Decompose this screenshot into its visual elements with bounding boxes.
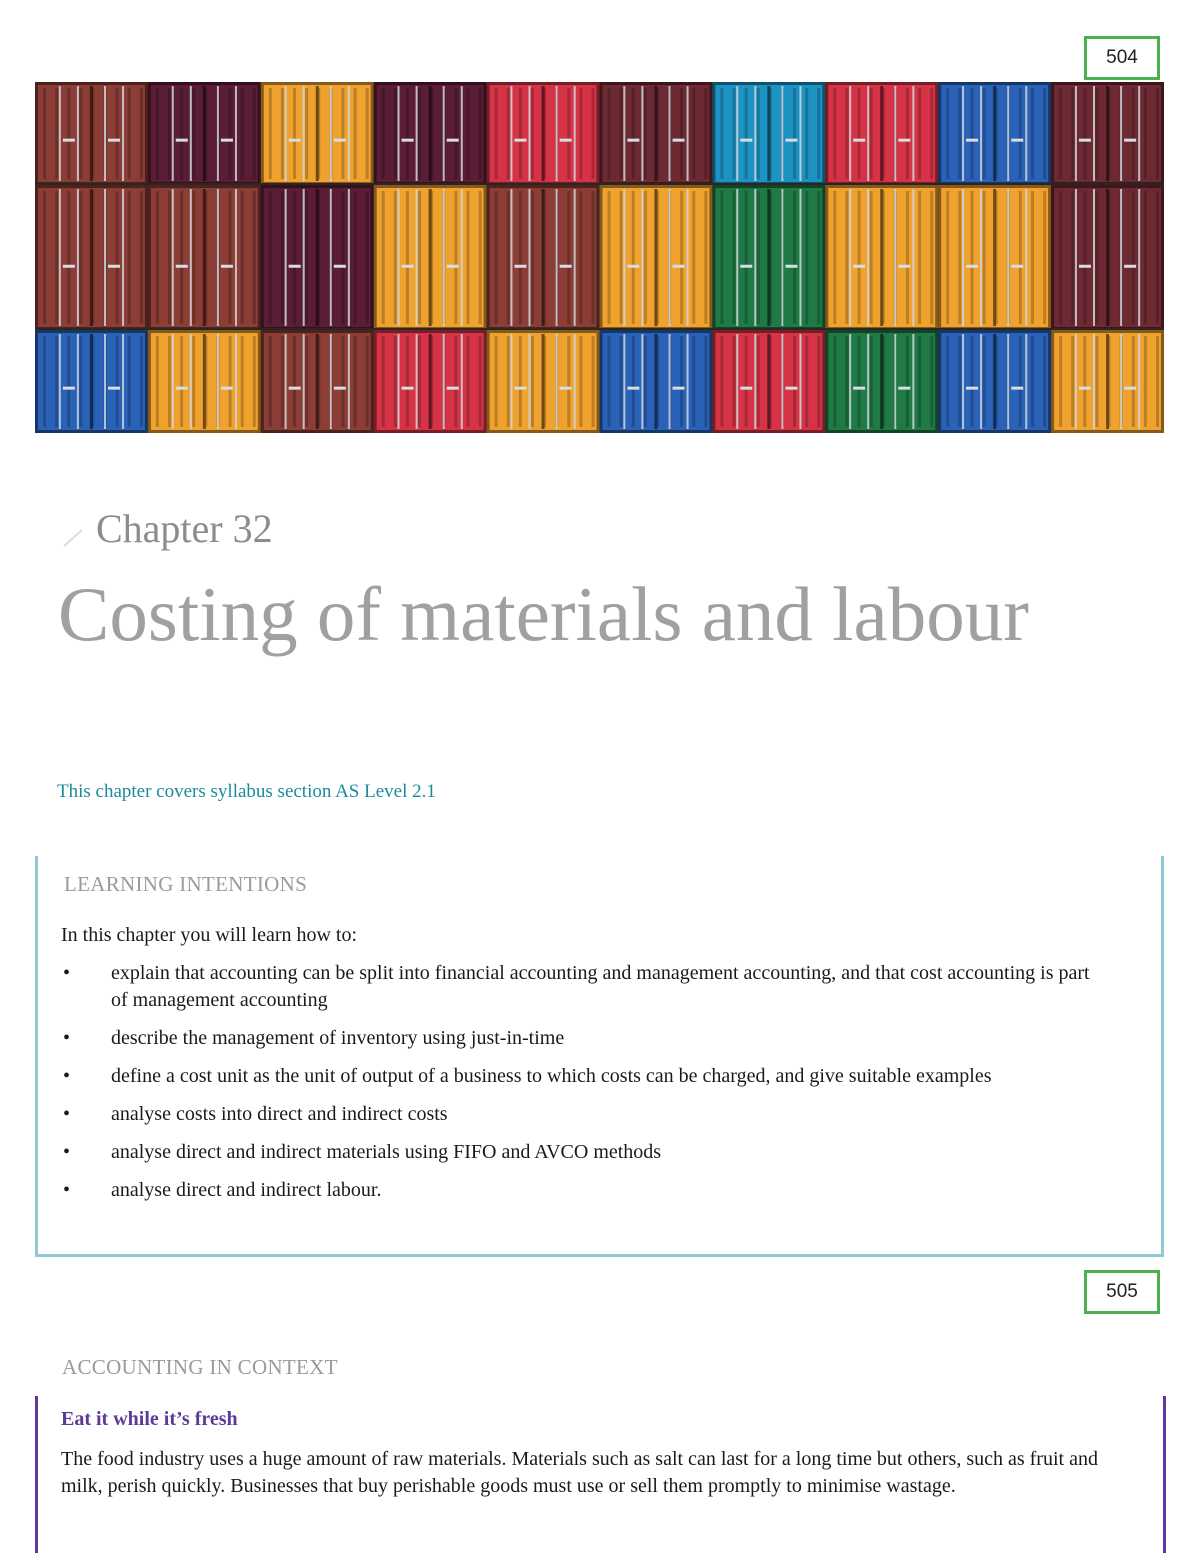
page-number: 504 bbox=[1084, 36, 1160, 80]
page-number: 505 bbox=[1084, 1270, 1160, 1314]
bullet-icon: • bbox=[63, 962, 71, 984]
container-door bbox=[600, 330, 713, 433]
chapter-number: Chapter 32 bbox=[96, 506, 273, 551]
learning-intentions-box bbox=[35, 856, 1164, 1257]
bullet-icon: • bbox=[63, 1141, 71, 1163]
list-item-text: describe the management of inventory using just-in-time bbox=[111, 1027, 565, 1049]
list-item-text: analyse direct and indirect materials using FIFO and AVCO methods bbox=[111, 1141, 662, 1163]
context-paragraph: The food industry uses a huge amount of raw materials. Materials such as salt can last for a long time but others, such as fruit and milk, perish quickly. Businesses that buy perishable goods must use or sell them promptly to minimise wastage. bbox=[61, 1448, 1098, 1497]
container-door bbox=[712, 185, 825, 330]
container-door bbox=[600, 82, 713, 185]
list-item bbox=[61, 1063, 1111, 1090]
container-door bbox=[374, 82, 487, 185]
learning-intentions-intro: In this chapter you will learn how to: bbox=[61, 924, 358, 946]
learning-intentions-list bbox=[61, 960, 1111, 1215]
container-door bbox=[148, 82, 261, 185]
list-item bbox=[61, 1139, 1111, 1166]
list-item bbox=[61, 1025, 1111, 1052]
list-item bbox=[61, 960, 1111, 1014]
list-item-text: analyse costs into direct and indirect costs bbox=[111, 1103, 448, 1125]
container-door bbox=[487, 82, 600, 185]
bullet-icon: • bbox=[63, 1103, 71, 1125]
accounting-in-context-heading: ACCOUNTING IN CONTEXT bbox=[62, 1355, 338, 1379]
container-door bbox=[148, 185, 261, 330]
container-door bbox=[35, 185, 148, 330]
container-door bbox=[261, 82, 374, 185]
context-subheading: Eat it while it’s fresh bbox=[61, 1408, 238, 1430]
container-door bbox=[374, 185, 487, 330]
container-door bbox=[938, 185, 1051, 330]
container-door bbox=[487, 330, 600, 433]
accounting-in-context-box bbox=[35, 1396, 1166, 1553]
chapter-title: Costing of materials and labour bbox=[58, 571, 1029, 657]
container-door bbox=[374, 330, 487, 433]
container-door bbox=[825, 185, 938, 330]
shipping-containers-banner-image bbox=[35, 82, 1164, 433]
container-door bbox=[35, 330, 148, 433]
list-item bbox=[61, 1101, 1111, 1128]
container-door bbox=[1051, 330, 1164, 433]
container-door bbox=[148, 330, 261, 433]
container-door bbox=[261, 330, 374, 433]
list-item-text: explain that accounting can be split into financial accounting and management accounting, and that cost accounting is part of management accounting bbox=[111, 962, 1090, 1011]
chapter-marker-icon bbox=[62, 528, 84, 548]
container-door bbox=[1051, 82, 1164, 185]
container-door bbox=[825, 82, 938, 185]
container-door bbox=[261, 185, 374, 330]
container-door bbox=[938, 82, 1051, 185]
learning-intentions-heading: LEARNING INTENTIONS bbox=[64, 872, 308, 896]
container-door bbox=[938, 330, 1051, 433]
bullet-icon: • bbox=[63, 1065, 71, 1087]
container-door bbox=[487, 185, 600, 330]
list-item bbox=[61, 1177, 1111, 1204]
container-door bbox=[35, 82, 148, 185]
container-door bbox=[712, 82, 825, 185]
container-door bbox=[600, 185, 713, 330]
bullet-icon: • bbox=[63, 1179, 71, 1201]
container-door bbox=[712, 330, 825, 433]
container-door bbox=[825, 330, 938, 433]
container-door bbox=[1051, 185, 1164, 330]
list-item-text: analyse direct and indirect labour. bbox=[111, 1179, 382, 1201]
syllabus-note: This chapter covers syllabus section AS Level 2.1 bbox=[57, 781, 436, 802]
bullet-icon: • bbox=[63, 1027, 71, 1049]
list-item-text: define a cost unit as the unit of output of a business to which costs can be charged, and give suitable examples bbox=[111, 1065, 992, 1087]
